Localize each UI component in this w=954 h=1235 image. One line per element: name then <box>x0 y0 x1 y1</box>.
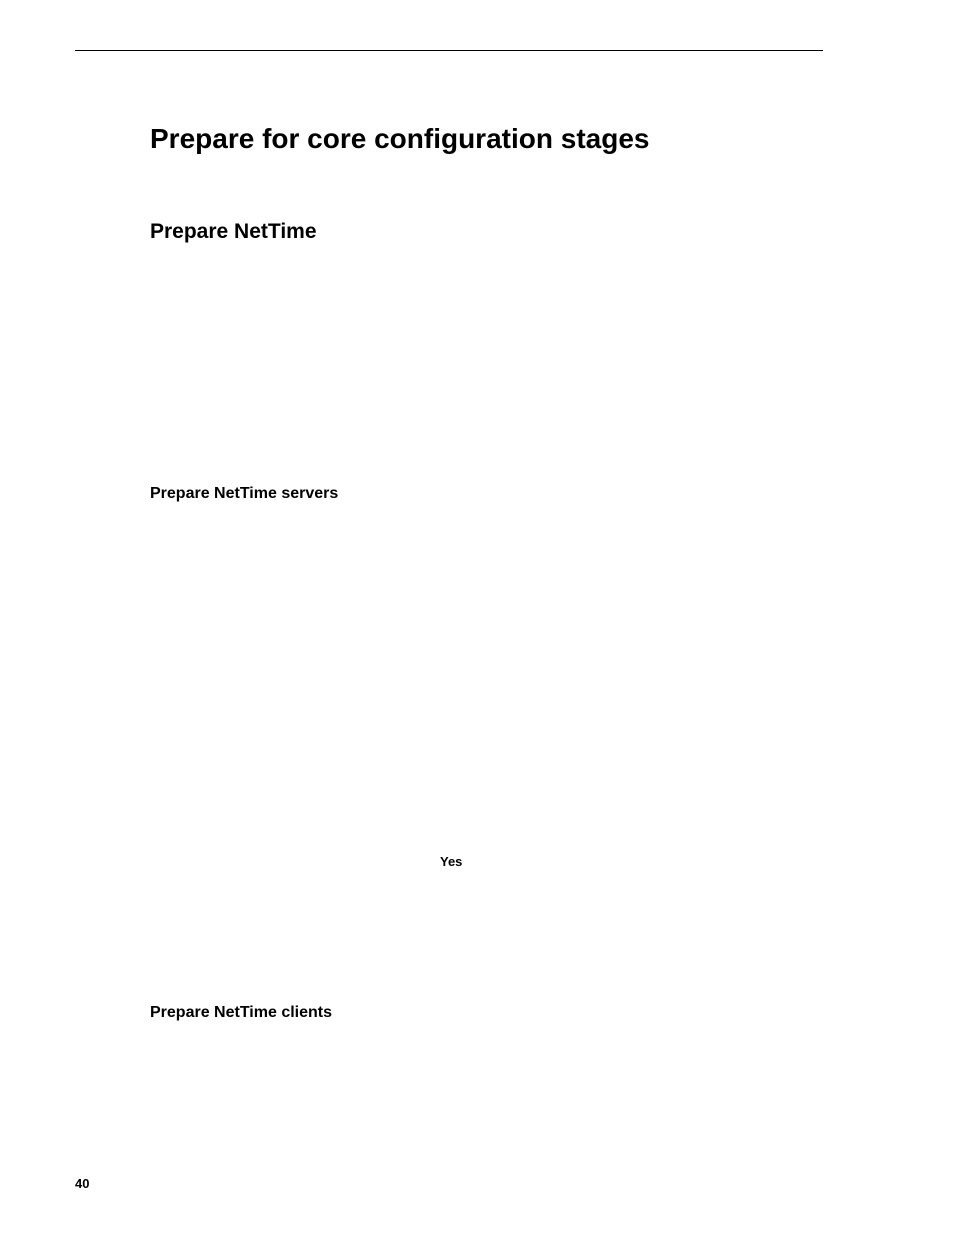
header-rule <box>75 50 823 51</box>
subsection-heading-nettime-servers: Prepare NetTime servers <box>150 485 339 502</box>
subsection-heading-nettime-clients: Prepare NetTime clients <box>150 1004 333 1021</box>
page-title: Prepare for core configuration stages <box>150 123 650 154</box>
page-number: 40 <box>75 1176 90 1191</box>
yes-label: Yes <box>440 854 463 869</box>
section-heading-prepare-nettime: Prepare NetTime <box>150 220 317 243</box>
